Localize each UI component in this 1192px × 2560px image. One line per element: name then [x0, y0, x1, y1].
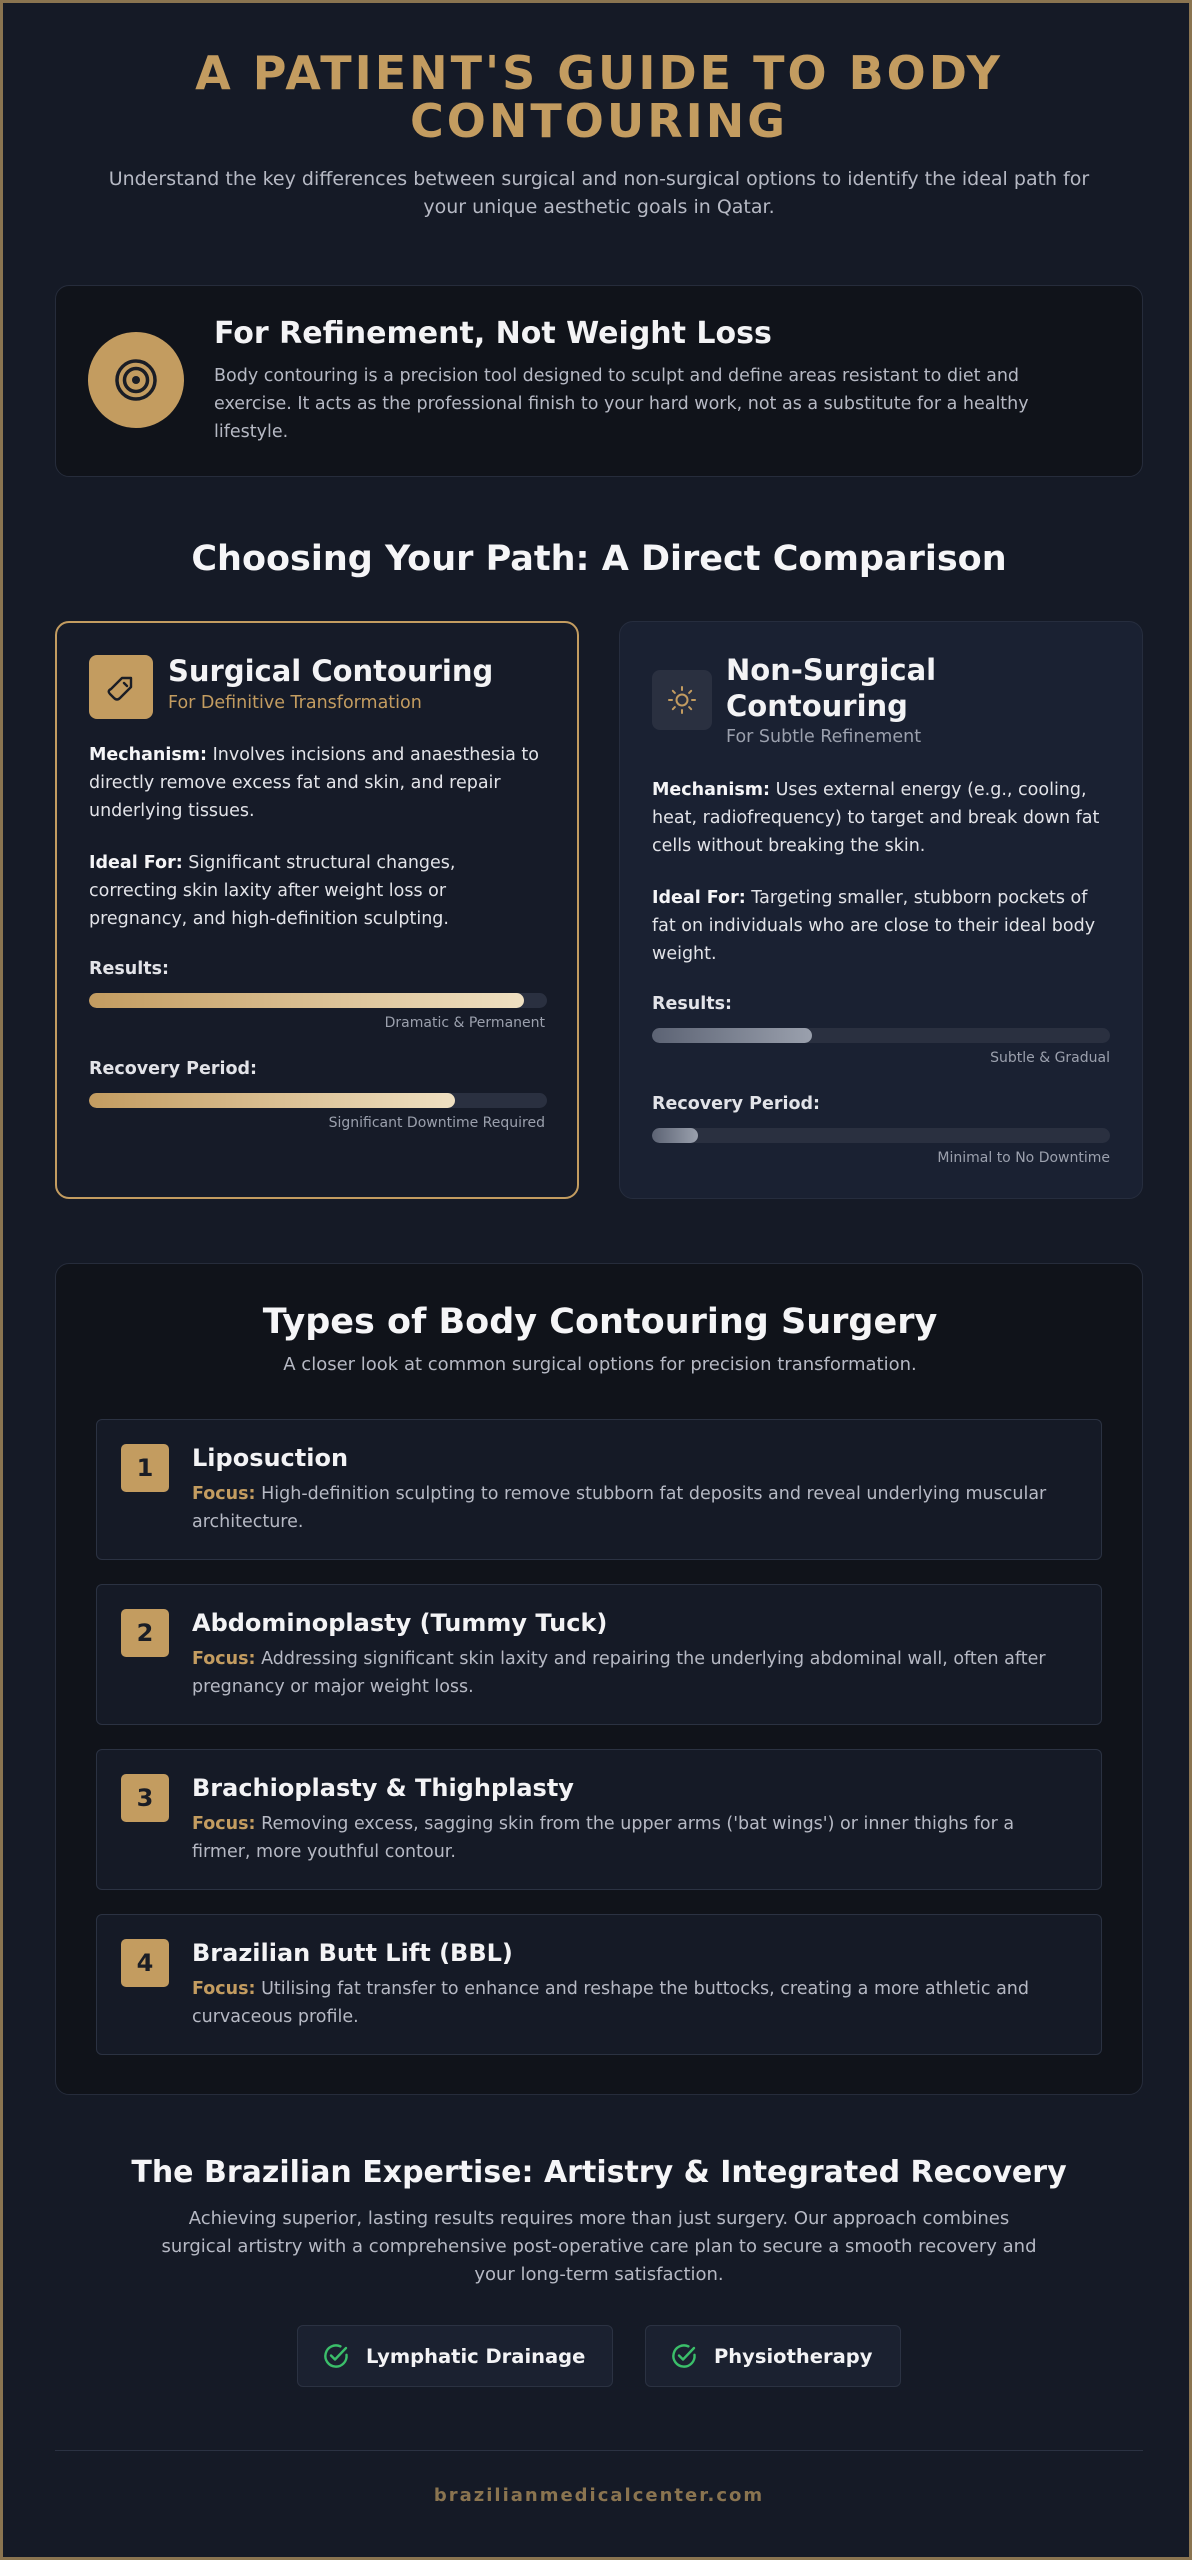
results-caption: Subtle & Gradual: [990, 1050, 1110, 1066]
list-item: [96, 1914, 1102, 2055]
item-description: [192, 1810, 1072, 1866]
ideal-label: Ideal For:: [652, 888, 746, 908]
item-title: Liposuction: [192, 1444, 349, 1472]
mechanism-label: Mechanism:: [89, 745, 208, 765]
focus-label: Focus:: [192, 1484, 256, 1504]
surgical-ideal-for: [89, 849, 549, 933]
item-number: 4: [121, 1939, 169, 1987]
item-focus-text: Removing excess, sagging skin from the upper arms ('bat wings') or inner thighs for a firmer, more youthful contour.: [192, 1814, 1015, 1862]
item-title: Brazilian Butt Lift (BBL): [192, 1939, 513, 1967]
item-description: [192, 1480, 1072, 1536]
recovery-bar: [89, 1093, 547, 1108]
surgical-tagline: For Definitive Transformation: [168, 693, 422, 713]
nonsurgical-ideal-for: [652, 884, 1112, 968]
surgery-types-card: [55, 1263, 1143, 2095]
footer-divider: [55, 2450, 1143, 2451]
focus-label: Focus:: [192, 1649, 256, 1669]
refinement-text: Body contouring is a precision tool designed to sculpt and define areas resistant to diet and exercise. It acts as the professional finish to your hard work, not as a substitute for a healthy lifestyle.: [214, 366, 1029, 442]
item-description: [192, 1975, 1072, 2031]
target-icon: [88, 332, 184, 428]
recovery-label: Recovery Period:: [652, 1094, 821, 1114]
pill-physiotherapy: [645, 2325, 901, 2387]
results-label: Results:: [89, 959, 169, 979]
recovery-bar-fill: [89, 1093, 455, 1108]
title-line-2: CONTOURING: [410, 94, 788, 148]
refinement-title: For Refinement, Not Weight Loss: [214, 316, 772, 351]
types-subtitle: A closer look at common surgical options for precision transformation.: [283, 1354, 917, 1375]
page-subtitle: Understand the key differences between surgical and non-surgical options to identify the ideal path for your unique aesthetic goals in Qatar.: [108, 168, 1090, 218]
list-item: [96, 1584, 1102, 1725]
surgical-mechanism: [89, 741, 549, 825]
footer-domain: brazilianmedicalcenter.com: [433, 2485, 765, 2506]
pill-label: Physiotherapy: [714, 2344, 873, 2368]
item-title: Abdominoplasty (Tummy Tuck): [192, 1609, 608, 1637]
nonsurgical-title-line-1: Non-Surgical: [726, 653, 937, 687]
results-bar-fill: [652, 1028, 812, 1043]
nonsurgical-title: [726, 652, 936, 724]
item-title: Brachioplasty & Thighplasty: [192, 1774, 574, 1802]
recovery-bar: [652, 1128, 1110, 1143]
focus-label: Focus:: [192, 1814, 256, 1834]
results-label: Results:: [652, 994, 732, 1014]
pill-lymphatic-drainage: [297, 2325, 613, 2387]
mechanism-text: Uses external energy (e.g., cooling, heat, radiofrequency) to target and break down fat cells without breaking the skin.: [652, 780, 1100, 856]
recovery-caption: Minimal to No Downtime: [937, 1150, 1110, 1166]
nonsurgical-title-line-2: Contouring: [726, 689, 908, 723]
item-focus-text: Addressing significant skin laxity and repairing the underlying abdominal wall, often after pregnancy or major weight loss.: [192, 1649, 1046, 1697]
focus-label: Focus:: [192, 1979, 256, 1999]
results-bar-fill: [89, 993, 524, 1008]
nonsurgical-mechanism: [652, 776, 1112, 860]
list-item: [96, 1419, 1102, 1560]
mechanism-text: Involves incisions and anaesthesia to directly remove excess fat and skin, and repair underlying tissues.: [89, 745, 539, 821]
types-title: Types of Body Contouring Surgery: [262, 1302, 938, 1342]
recovery-caption: Significant Downtime Required: [328, 1115, 545, 1131]
results-caption: Dramatic & Permanent: [384, 1015, 545, 1031]
item-number: 1: [121, 1444, 169, 1492]
results-bar: [652, 1028, 1110, 1043]
item-focus-text: Utilising fat transfer to enhance and reshape the buttocks, creating a more athletic and curvaceous profile.: [192, 1979, 1029, 2027]
recovery-bar-fill: [652, 1128, 698, 1143]
check-circle-icon: [322, 2342, 350, 2370]
item-focus-text: High-definition sculpting to remove stubborn fat deposits and reveal underlying muscular architecture.: [192, 1484, 1047, 1532]
item-number: 2: [121, 1609, 169, 1657]
list-item: [96, 1749, 1102, 1890]
results-bar: [89, 993, 547, 1008]
pill-label: Lymphatic Drainage: [366, 2344, 586, 2368]
ideal-text: Targeting smaller, stubborn pockets of fat on individuals who are close to their ideal body weight.: [652, 888, 1096, 964]
item-number: 3: [121, 1774, 169, 1822]
comparison-title: Choosing Your Path: A Direct Comparison: [191, 539, 1007, 579]
page-title: [55, 46, 1143, 148]
expertise-text: Achieving superior, lasting results requires more than just surgery. Our approach combines surgical artistry with a comprehensive post-operative care plan to secure a smooth recovery and your long-term satisfaction.: [161, 2208, 1037, 2285]
item-description: [192, 1645, 1072, 1701]
nonsurgical-tagline: For Subtle Refinement: [726, 727, 922, 747]
check-circle-icon: [670, 2342, 698, 2370]
sun-icon: [652, 670, 712, 730]
nonsurgical-card: [619, 621, 1143, 1199]
ideal-text: Significant structural changes, correcting skin laxity after weight loss or pregnancy, and high-definition sculpting.: [89, 853, 456, 929]
mechanism-label: Mechanism:: [652, 780, 771, 800]
title-line-1: A PATIENT'S GUIDE TO BODY: [195, 46, 1003, 100]
surgical-title: Surgical Contouring: [168, 654, 494, 688]
surgical-card: [55, 621, 579, 1199]
ideal-label: Ideal For:: [89, 853, 183, 873]
expertise-title: The Brazilian Expertise: Artistry & Integrated Recovery: [131, 2155, 1067, 2190]
tag-icon: [89, 655, 153, 719]
refinement-card: [55, 285, 1143, 477]
recovery-label: Recovery Period:: [89, 1059, 258, 1079]
